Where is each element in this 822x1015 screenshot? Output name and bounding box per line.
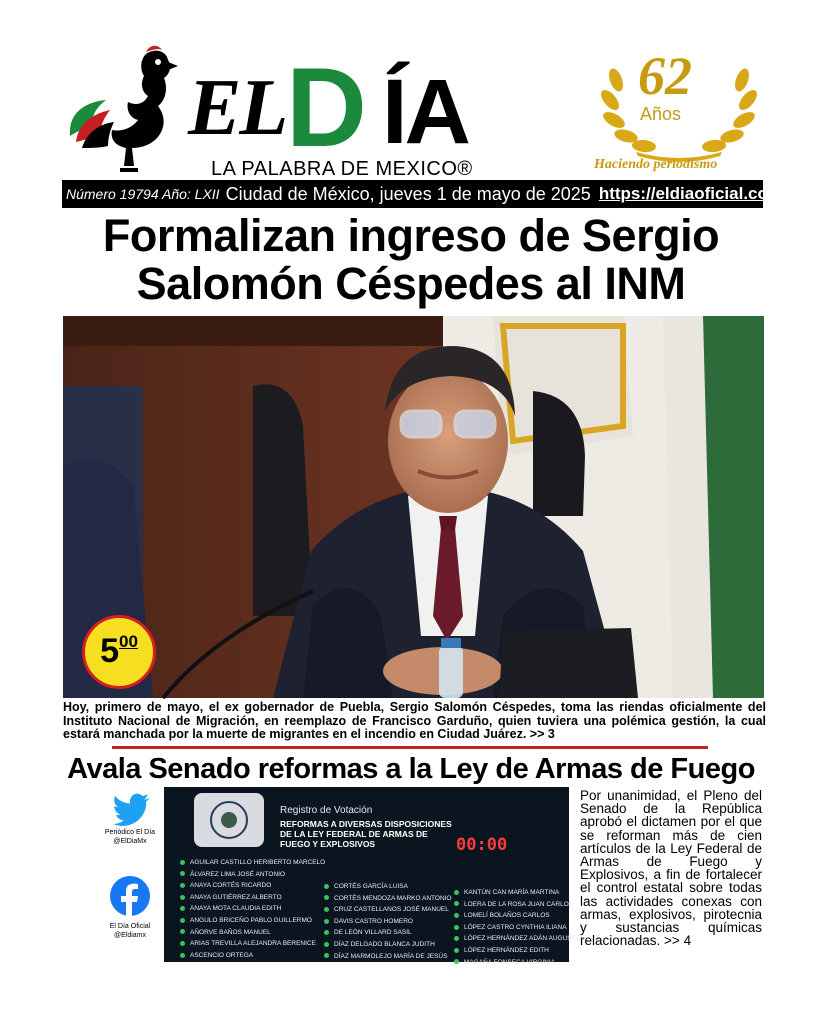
senator-name: ANGULO BRICEÑO PABLO GUILLERMO (190, 916, 312, 924)
vote-status-dot-icon (180, 883, 185, 888)
senator-name: DE LEÓN VILLARD SASIL (334, 929, 412, 937)
vote-status-dot-icon (324, 907, 329, 912)
senator-name: ANAYA MOTA CLAUDIA EDITH (190, 905, 282, 913)
logo-d: D (286, 45, 367, 170)
vote-status-dot-icon (324, 942, 329, 947)
senator-name: LÓPEZ CASTRO CYNTHIA ILIANA (464, 923, 567, 931)
issue-info-bar (62, 180, 788, 208)
facebook-handle[interactable]: @Eldiamx (113, 932, 146, 939)
rooster-logo-icon (62, 44, 192, 176)
senator-name: ARIAS TREVILLA ALEJANDRA BERENICE (190, 940, 316, 948)
vote-list-entry (454, 910, 581, 922)
vote-list-entry (324, 951, 452, 963)
vote-list-entry (454, 957, 581, 969)
vote-list-entry (180, 880, 325, 892)
vote-status-dot-icon (454, 913, 459, 918)
motto: Haciendo periodismo (594, 157, 718, 172)
vote-list-column-3 (454, 887, 581, 968)
logo-ia: ÍA (382, 61, 468, 163)
vote-list-entry (454, 887, 581, 899)
vote-status-dot-icon (180, 929, 185, 934)
vote-list-entry (180, 869, 325, 881)
vote-list-entry (324, 904, 452, 916)
vote-list-entry (180, 950, 325, 962)
anniversary-label: Años (640, 104, 682, 124)
senator-name: ANAYA CORTÉS RICARDO (190, 882, 272, 890)
vote-list-entry (324, 939, 452, 951)
main-photo (63, 316, 764, 698)
vote-status-dot-icon (324, 930, 329, 935)
vote-status-dot-icon (180, 941, 185, 946)
vote-list-entry (454, 933, 581, 945)
vote-status-dot-icon (454, 959, 459, 964)
vote-status-dot-icon (454, 901, 459, 906)
senator-name: LÓPEZ HERNÁNDEZ ADÁN AUGUSTO (464, 935, 581, 943)
vote-list-entry (180, 915, 325, 927)
senator-name: ASCENCIO ORTEGA (190, 951, 254, 959)
vote-list-entry (180, 927, 325, 939)
twitter-icon[interactable] (114, 794, 152, 824)
vote-list-entry (180, 857, 325, 869)
price-integer: 5 (100, 632, 119, 670)
vote-list-column-2 (324, 881, 452, 962)
website-link[interactable]: https://eldiaoficial.com/ (598, 184, 788, 203)
main-headline (40, 212, 782, 308)
senator-name: LÓPEZ HERNÁNDEZ EDITH (464, 946, 549, 954)
dateline: Ciudad de México, jueves 1 de mayo de 2025 (225, 183, 591, 204)
anniversary-number: 62 (638, 46, 692, 106)
vote-list-entry (180, 892, 325, 904)
vote-board-title: Registro de Votación (280, 805, 373, 816)
vote-timer: 00:00 (456, 835, 508, 855)
vote-list-entry (454, 899, 581, 911)
senator-name: MAGAÑA FONSECA VIRGINIA (464, 958, 556, 966)
senator-name: ANAYA GUTIÉRREZ ALBERTO (190, 893, 282, 901)
vote-list-column-1 (180, 857, 325, 961)
vote-list-entry (324, 927, 452, 939)
senate-seal-icon (194, 793, 264, 847)
facebook-icon[interactable] (110, 876, 150, 916)
vote-status-dot-icon (324, 919, 329, 924)
vote-status-dot-icon (324, 895, 329, 900)
vote-status-dot-icon (454, 925, 459, 930)
vote-board-subtitle: REFORMAS A DIVERSAS DISPOSICIONES DE LA LEY FEDERAL DE ARMAS DE FUEGO Y EXPLOSIVOS (280, 819, 452, 849)
senator-name: KANTÚN CAN MARÍA MARTINA (464, 889, 560, 896)
vote-list-entry (454, 945, 581, 957)
photo-caption: Hoy, primero de mayo, el ex gobernador de Puebla, Sergio Salomón Céspedes, toma las riendas oficialmente del Instituto Nacional de Migración, en reemplazo de Francisco Garduño, quien tuviera una polémica gestión, la cual estará manchada por la muerte de migrantes en el incendio en Ciudad Juárez. >> 3 (63, 700, 766, 741)
vote-list-entry (324, 916, 452, 928)
vote-status-dot-icon (180, 953, 185, 958)
vote-status-dot-icon (454, 890, 459, 895)
vote-status-dot-icon (180, 871, 185, 876)
vote-list-entry (454, 922, 581, 934)
senator-name: AGUILAR CASTILLO HERIBERTO MARCELO (190, 859, 326, 866)
twitter-handle[interactable]: @ElDiaMx (113, 838, 147, 845)
senate-vote-photo (164, 787, 581, 966)
facebook-page-name[interactable]: El Día Oficial (109, 923, 151, 930)
vote-status-dot-icon (324, 884, 329, 889)
section-divider (112, 746, 708, 749)
senate-story: Por unanimidad, el Pleno del Senado de la República aprobó el dictamen por el que se reforman más de cien artículos de la Ley Federal de Armas de Fuego y Explosivos, a fin de fortalecer el control estatal sobre todas las actividades conexas con armas, explosivos, pirotecnia y sustancias químicas relacionadas. >> 4 (580, 788, 762, 949)
vote-status-dot-icon (180, 918, 185, 923)
senator-name: DAVIS CASTRO HOMERO (334, 917, 413, 925)
vote-list-entry (324, 893, 452, 905)
senator-name: AÑORVE BAÑOS MANUEL (190, 928, 271, 936)
senator-name: LOERA DE LA ROSA JUAN CARLOS (464, 900, 574, 908)
social-links (100, 788, 160, 958)
vote-status-dot-icon (454, 948, 459, 953)
main-headline-line2: Salomón Céspedes al INM (136, 258, 686, 309)
price-badge (82, 615, 156, 689)
logo-el: EL (188, 64, 287, 152)
vote-status-dot-icon (180, 895, 185, 900)
vote-list-entry (324, 881, 452, 893)
twitter-handle-name[interactable]: Periódico El Día (104, 829, 156, 836)
vote-status-dot-icon (180, 860, 185, 865)
senator-name: CRUZ CASTELLANOS JOSÉ MANUEL (334, 906, 449, 914)
secondary-headline: Avala Senado reformas a la Ley de Armas de Fuego (67, 753, 755, 785)
price-decimals: 00 (119, 632, 138, 651)
vote-list-entry (180, 938, 325, 950)
vote-status-dot-icon (324, 953, 329, 958)
senator-name: LOMELÍ BOLAÑOS CARLOS (464, 912, 550, 920)
senator-name: CORTÉS MENDOZA MARKO ANTONIO (334, 894, 452, 902)
issue-number: Número 19794 Año: LXII (66, 186, 220, 202)
senator-name: CORTÉS GARCÍA LUISA (334, 883, 408, 890)
senator-name: DÍAZ DELGADO BLANCA JUDITH (334, 940, 435, 948)
senator-name: ÁLVAREZ LIMA JOSÉ ANTONIO (190, 870, 285, 878)
vote-status-dot-icon (454, 936, 459, 941)
vote-list-entry (180, 903, 325, 915)
tagline: LA PALABRA DE MEXICO® (211, 158, 473, 180)
vote-status-dot-icon (180, 906, 185, 911)
main-headline-line1: Formalizan ingreso de Sergio (102, 210, 720, 261)
senator-name: DÍAZ MARMOLEJO MARÍA DE JESÚS (334, 952, 448, 960)
